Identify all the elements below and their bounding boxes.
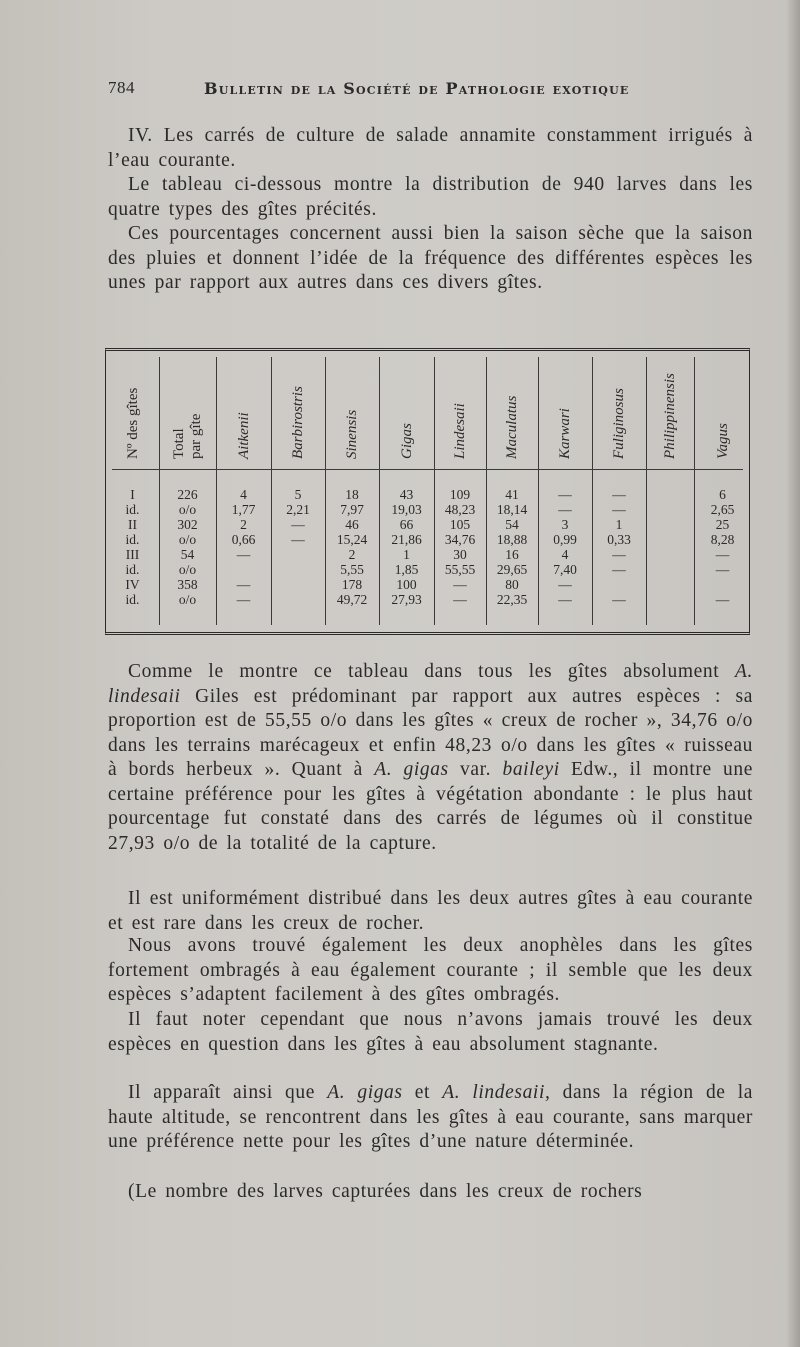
table-cell: 21,86 bbox=[391, 532, 422, 547]
table-cell: — bbox=[558, 487, 572, 502]
table-header-cell: Total bbox=[171, 428, 187, 459]
paragraph-distribue: Il est uniformément distribué dans les deux autres gîtes à eau courante et est rare dans les creux de rocher. bbox=[108, 888, 753, 934]
table-cell: 34,76 bbox=[444, 532, 476, 547]
table-cell: — bbox=[558, 577, 572, 592]
table-cell: — bbox=[612, 487, 626, 502]
table-cell: o/o bbox=[178, 562, 197, 577]
table-cell: 1,77 bbox=[231, 502, 256, 517]
table-cell: 29,65 bbox=[496, 562, 528, 577]
table-cell: 30 bbox=[453, 547, 467, 562]
page-number: 784 bbox=[108, 78, 135, 97]
paragraph-altitude: Il apparaît ainsi que A. gigas et A. lindesaii, dans la région de la haute altitude, se rencontrent dans les gîtes à eau courante, sans marquer une préférence nette pour les gîtes d’une nature déterminée. bbox=[108, 1082, 754, 1152]
table-cell: — bbox=[291, 517, 305, 532]
table-cell: — bbox=[453, 577, 467, 592]
paragraph-stagnante: Il faut noter cependant que nous n’avons jamais trouvé les deux espèces en question dans les gîtes à eau absolument stagnante. bbox=[108, 1009, 753, 1055]
table-cell: — bbox=[236, 547, 251, 562]
table-cell: 2,21 bbox=[286, 502, 310, 517]
table-cell: II bbox=[128, 517, 137, 532]
paragraph-comme: Comme le montre ce tableau dans tous les gîtes absolument A. lindesaii Giles est prédominant par rapport aux autres espèces : sa proportion est de 55,55 o/o dans les gîtes « creux de rocher », 34,76 o/o dans les terrains marécageux et enfin 48,23 o/o dans les gîtes « ruisseau à bords herbeux ». Quant à A. gigas var. baileyi Edw., il montre une certaine préférence pour les gîtes à végétation abondante : le plus haut pourcentage fut constaté dans des carrés de légumes où il constitue 27,93 o/o de la totalité de la capture. bbox=[108, 661, 754, 854]
table-cell: — bbox=[612, 547, 626, 562]
table-cell: — bbox=[715, 592, 730, 607]
table-cell: — bbox=[715, 562, 730, 577]
table-header-cell: Gigas bbox=[398, 423, 415, 459]
table-cell: III bbox=[125, 547, 140, 562]
table-cell: — bbox=[612, 562, 626, 577]
table-cell: id. bbox=[125, 532, 140, 547]
table-header-cell: par gîte bbox=[188, 413, 204, 459]
table-cell: — bbox=[612, 502, 626, 517]
table-cell: 43 bbox=[399, 487, 414, 502]
table-cell: 178 bbox=[341, 577, 363, 592]
table-cell: 18,14 bbox=[496, 502, 528, 517]
table-cell: 5,55 bbox=[340, 562, 364, 577]
table-cell: 80 bbox=[505, 577, 519, 592]
table-header-cell: Barbirostris bbox=[290, 386, 306, 459]
table-cell: — bbox=[558, 502, 572, 517]
table-cell: 49,72 bbox=[336, 592, 368, 607]
table-cell: 0,99 bbox=[553, 532, 577, 547]
running-title: Bulletin de la Société de Pathologie exotique bbox=[204, 79, 630, 98]
table-header-cell: Karwari bbox=[557, 408, 573, 459]
table-cell: 55,55 bbox=[444, 562, 476, 577]
table-cell: 41 bbox=[505, 487, 519, 502]
running-header bbox=[108, 78, 753, 102]
table-cell: 358 bbox=[177, 577, 198, 592]
table-header-cell: Sinensis bbox=[344, 409, 360, 459]
table-cell: — bbox=[612, 592, 626, 607]
table-header-cell: Nº des gîtes bbox=[124, 387, 141, 459]
table-cell: 66 bbox=[399, 517, 414, 532]
table-cell: 27,93 bbox=[391, 592, 422, 607]
table-header-cell: Lindesaii bbox=[452, 403, 468, 459]
table-cell: 109 bbox=[449, 487, 471, 502]
table-cell: — bbox=[453, 592, 467, 607]
table-cell: IV bbox=[125, 577, 140, 592]
table-cell: 226 bbox=[177, 487, 198, 502]
table-cell: 2 bbox=[240, 517, 247, 532]
table-cell: I bbox=[130, 487, 135, 502]
table-cell: 1 bbox=[615, 517, 623, 532]
table-cell: — bbox=[715, 547, 730, 562]
table-cell: 6 bbox=[719, 487, 726, 502]
table-header-cell: Philippinensis bbox=[662, 373, 678, 459]
table-cell: 1 bbox=[403, 547, 410, 562]
table-cell: id. bbox=[125, 502, 140, 517]
paragraph-rochers: (Le nombre des larves capturées dans les creux de rochers bbox=[128, 1181, 643, 1202]
table-cell: 1,85 bbox=[394, 562, 419, 577]
table-cell: o/o bbox=[178, 532, 197, 547]
larvae-distribution-table bbox=[105, 348, 750, 635]
table-cell: 302 bbox=[177, 517, 198, 532]
table-cell: 54 bbox=[505, 517, 519, 532]
table-cell: 0,66 bbox=[231, 532, 256, 547]
table-cell: 5 bbox=[294, 487, 302, 502]
table-cell: 2 bbox=[348, 547, 356, 562]
paragraph-iv: IV. Les carrés de culture de salade annamite constamment irrigués à l’eau courante. bbox=[108, 125, 753, 171]
table-cell: 22,35 bbox=[496, 592, 528, 607]
table-cell: o/o bbox=[178, 502, 197, 517]
table-cell: 4 bbox=[240, 487, 247, 502]
page-edge-shadow bbox=[786, 0, 800, 1347]
table-cell: 100 bbox=[396, 577, 417, 592]
table-cell: 54 bbox=[180, 547, 195, 562]
paragraph-table-intro: Le tableau ci-dessous montre la distribution de 940 larves dans les quatre types des gîtes précités. bbox=[108, 174, 753, 220]
table-cell: 7,40 bbox=[553, 562, 577, 577]
table-cell: 4 bbox=[561, 547, 569, 562]
table-cell: — bbox=[236, 577, 251, 592]
table-header-cell: Fuliginosus bbox=[611, 388, 627, 459]
table-cell: — bbox=[291, 532, 305, 547]
table-header-cell: Vagus bbox=[714, 423, 731, 459]
table-cell: o/o bbox=[178, 592, 197, 607]
table-cell: id. bbox=[125, 562, 140, 577]
table-cell: 19,03 bbox=[391, 502, 422, 517]
table-cell: 18 bbox=[345, 487, 359, 502]
table-cell: 15,24 bbox=[336, 532, 368, 547]
table-cell: 8,28 bbox=[710, 532, 735, 547]
table-cell: id. bbox=[125, 592, 140, 607]
table-header-cell: Aitkenii bbox=[235, 412, 252, 459]
table-cell: 7,97 bbox=[340, 502, 364, 517]
table-cell: — bbox=[236, 592, 251, 607]
table-cell: 48,23 bbox=[444, 502, 476, 517]
table-cell: 3 bbox=[561, 517, 569, 532]
table-header-cell: Maculatus bbox=[504, 395, 520, 459]
table-cell: 18,88 bbox=[496, 532, 528, 547]
table-cell: 2,65 bbox=[710, 502, 735, 517]
table-cell: 46 bbox=[345, 517, 359, 532]
paragraph-percentages: Ces pourcentages concernent aussi bien la saison sèche que la saison des pluies et donnent l’idée de la fréquence des différentes espèces les unes par rapport aux autres dans ces divers gîtes. bbox=[108, 223, 753, 293]
table-cell: — bbox=[558, 592, 572, 607]
table-cell: 0,33 bbox=[607, 532, 631, 547]
table-cell: 25 bbox=[715, 517, 730, 532]
table-cell: 16 bbox=[505, 547, 519, 562]
paragraph-ombrages: Nous avons trouvé également les deux anophèles dans les gîtes fortement ombragés à eau également courante ; il semble que les deux espèces s’adaptent facilement à des gîtes ombragés. bbox=[108, 935, 753, 1005]
table-column-rule bbox=[646, 357, 647, 625]
table-cell: 105 bbox=[449, 517, 471, 532]
table-header-rule bbox=[112, 469, 743, 470]
